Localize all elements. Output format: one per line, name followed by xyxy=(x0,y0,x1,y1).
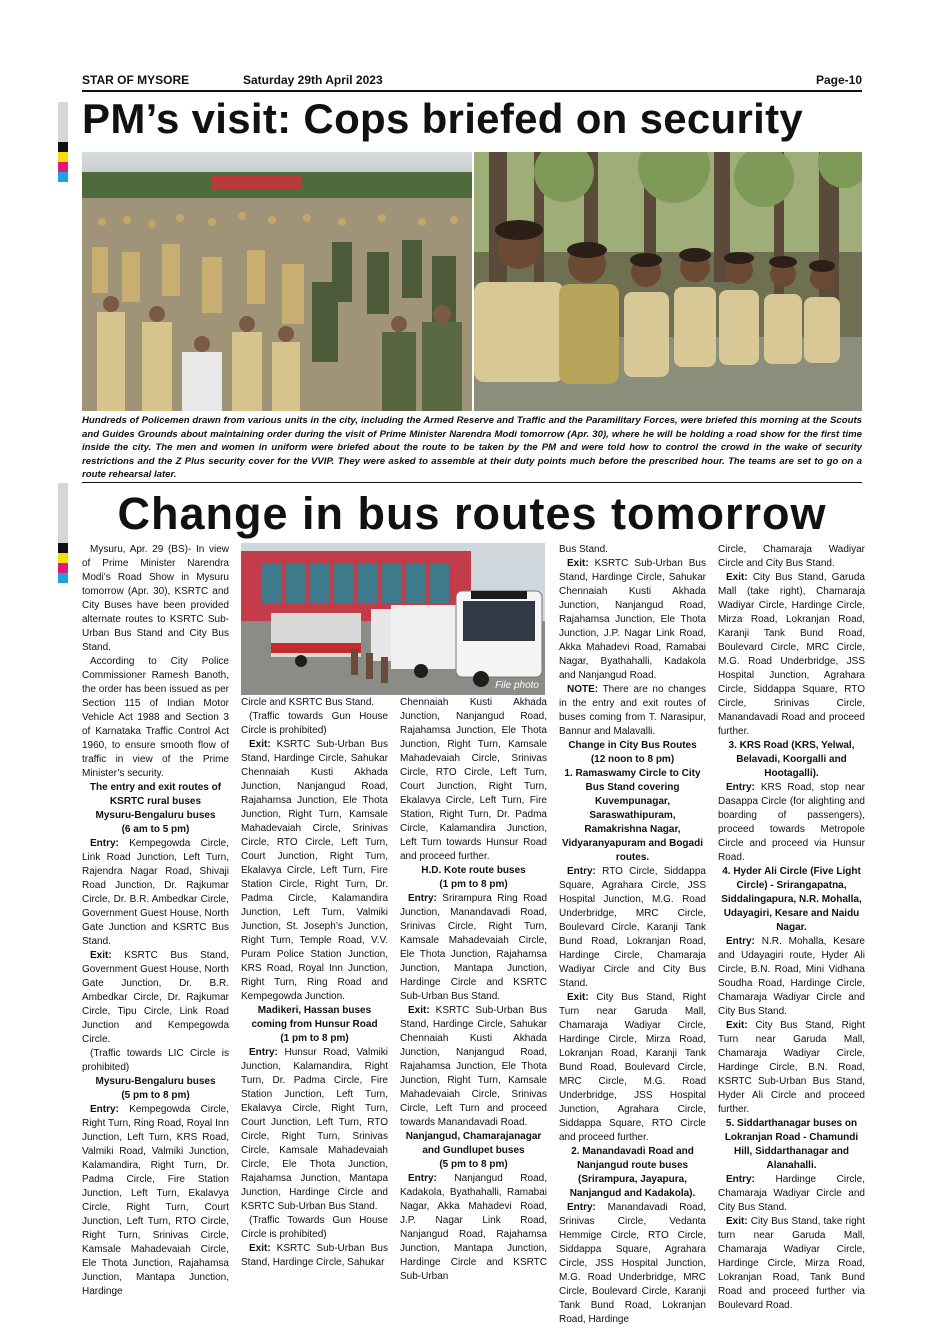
entry-label: Entry: xyxy=(90,838,119,849)
paragraph: (Traffic towards LIC Circle is prohibited) xyxy=(82,1048,229,1073)
newspaper-name: STAR OF MYSORE xyxy=(82,73,190,87)
paragraph xyxy=(718,1173,865,1215)
exit-label: Exit: xyxy=(726,572,748,583)
subheading: (12 noon to 8 pm) xyxy=(590,754,675,765)
exit-route: KSRTC Bus Stand, Government Guest House, North Gate Junction, Dr. B.R. Ambedkar Circle, Dr. Rajkumar Circle, Tipu Circle, Link Road Junction and Kempegowda Circle. xyxy=(82,950,229,1045)
entry-route: N.R. Mohalla, Kesare and Udayagiri route, Hyder Ali Circle, B.N. Road, Mini Vidhana Soudha Road, Hardinge Circle, Chamaraja Wadiyar Circle and City Bus Stand. xyxy=(718,936,865,1017)
subheading: (1 pm to 8 pm) xyxy=(280,1033,349,1044)
paragraph xyxy=(559,991,706,1145)
exit-route: KSRTC Sub-Urban Bus Stand, Hardinge Circle, Sahukar Chennaiah Kusti Akhada Junction, Nanjangud Road, Rajahamsa Junction, Ele Thota Junction, Right Turn, Kamsale Mahadevaiah Circle, Srinivas Circle, Left Turn and proceed towards Manandavadi Road. xyxy=(400,1005,547,1128)
exit-label: Exit: xyxy=(567,992,589,1003)
photo-women-police xyxy=(474,152,862,411)
entry-route: Manandavadi Road, Srinivas Circle, Vedanta Hemmige Circle, RTO Circle, Siddappa Square, Agrahara Circle, JSS Hospital Junction, M.G. Road Underbridge, MRC Circle, Boulevard Circle, Karanji Tank Bund Road, Lokranjan Road, Hardinge xyxy=(559,1202,706,1325)
subheading: Mysuru-Bengaluru buses xyxy=(95,1076,216,1087)
paragraph xyxy=(559,683,706,739)
entry-label: Entry: xyxy=(408,893,437,904)
exit-label: Exit: xyxy=(249,1243,271,1254)
exit-route: City Bus Stand, Right Turn near Garuda Mall, Chamaraja Wadiyar Circle, Hardinge Circle, B.N. Road, KSRTC Sub-Urban Bus Stand, Hyder Ali Circle and proceed further. xyxy=(718,1020,865,1115)
exit-route: KSRTC Sub-Urban Bus Stand, Hardinge Circle, Sahukar xyxy=(241,1243,388,1268)
article-column-4 xyxy=(559,543,706,1327)
exit-label: Exit: xyxy=(726,1216,748,1227)
article-column-2 xyxy=(241,696,388,1270)
photo-credit: File photo xyxy=(495,680,539,691)
registration-marks-top xyxy=(58,142,68,182)
subheading: (1 pm to 8 pm) xyxy=(439,879,508,890)
exit-label: Exit: xyxy=(726,1020,748,1031)
exit-route: KSRTC Sub-Urban Bus Stand, Hardinge Circle, Sahukar Chennaiah Kusti Akhada Junction, Nanjangud Road, Rajahamsa Junction, Ele Thota Junction, J.P. Nagar Link Road, Akka Mahadevi Road, Ramabai Nagar, Byathahalli, Kadakola and Nanjangud Road. xyxy=(559,558,706,681)
paragraph xyxy=(400,1004,547,1130)
paragraph: Bus Stand. xyxy=(559,544,608,555)
paragraph: Mysuru, Apr. 29 (BS)- In view of Prime Minister Narendra Modi’s Road Show in Mysuru tomorrow (Apr. 30), KSRTC and City Buses have been provided alternate routes to KSRTC Sub-Urban Bus Stand and City Bus Stand. xyxy=(82,544,229,653)
side-bar-bottom xyxy=(58,483,68,543)
subheading: 3. KRS Road (KRS, Yelwal, Belavadi, Koorgalli and Hootagalli). xyxy=(728,740,855,779)
paragraph xyxy=(718,781,865,865)
subheading: 5. Siddarthanagar buses on Lokranjan Road - Chamundi Hill, Siddarthanagar and Alanahalli. xyxy=(724,1118,859,1171)
exit-label: Exit: xyxy=(408,1005,430,1016)
entry-label: Entry: xyxy=(567,1202,596,1213)
exit-route: KSRTC Sub-Urban Bus Stand, Hardinge Circle, Sahukar Chennaiah Kusti Akhada Junction, Nanjangud Road, Rajahamsa Junction, Ele Thota Junction, Right Turn, Kamsale Mahadevaiah Circle, Srinivas Circle, RTO Circle, Left Turn, Court Junction, Right Turn, Ekalavya Circle, Left Turn, Fire Station Circle, Right Turn, Dr. Padma Circle, Kalamandira Junction, Left Turn, Valmiki Junction, St. Joseph’s Junction, Right Turn, Temple Road, V.V. Puram Police Station Junction, KRS Road, Royal Inn Junction, Right Turn, Ring Road and Kempegowda Junction. xyxy=(241,739,388,1002)
subheading: 1. Ramaswamy Circle to City Bus Stand covering Kuvempunagar, Saraswathipuram, Ramakrishna Nagar, Vidyaranyapuram and Bogadi routes. xyxy=(562,768,703,863)
headline-bus-routes: Change in bus routes tomorrow xyxy=(117,488,827,539)
entry-route: Hunsur Road, Valmiki Junction, Kalamandira, Right Turn, Dr. Padma Circle, Fire Station Junction, Left Turn, Ekalavya Circle, Right Turn, Court Junction, Left Turn, RTO Circle, Right Turn, Srinivas Circle, Kamsale Mahadevaiah Circle, Ele Thota Junction, Rajahamsa Junction, Mantapa Junction, Hardinge Circle and KSRTC Sub-Urban Bus Stand. xyxy=(241,1047,388,1212)
entry-label: Entry: xyxy=(726,782,755,793)
article-column-1 xyxy=(82,543,229,1299)
paragraph xyxy=(559,865,706,991)
police-grounds-illustration xyxy=(82,152,472,411)
subheading: 2. Manandavadi Road and Nanjangud route buses (Srirampura, Jayapura, Nanjangud and Kadakola). xyxy=(569,1146,696,1199)
photo-caption: Hundreds of Policemen drawn from various units in the city, including the Armed Reserve and Traffic and the Paramilitary Forces, were briefed this morning at the Scouts and Guides Grounds about maintaining order during the visit of Prime Minister Narendra Modi tomorrow (Apr. 30), where he will be holding a road show for the first time inside the city. The men and women in uniform were briefed about the route to be taken by the PM and were told how to control the crowd in the wake of security restrictions and the Z Plus security cover for the VVIP. They were asked to assemble at their duty points much before the prescribed hour. The teams are set to go on a route rehearsal later. xyxy=(82,415,862,481)
paragraph xyxy=(241,1046,388,1214)
entry-route: Kempegowda Circle, Link Road Junction, Left Turn, Rajendra Nagar Road, Shivaji Road Junction, Dr. Rajkumar Circle, Dr. B.R. Ambedkar Circle, Government Guest House, North Gate Junction and KSRTC Bus Stand. xyxy=(82,838,229,947)
entry-label: Entry: xyxy=(726,1174,755,1185)
paragraph xyxy=(400,1172,547,1284)
registration-marks-bottom xyxy=(58,543,68,583)
entry-label: Entry: xyxy=(90,1104,119,1115)
exit-label: Exit: xyxy=(90,950,112,961)
paragraph xyxy=(559,1201,706,1327)
photo-police-grounds xyxy=(82,152,472,411)
article-column-3 xyxy=(400,696,547,1284)
entry-route: Srirampura Ring Road Junction, Manandavadi Road, Srinivas Circle, Right Turn, Kamsale Mahadevaiah Circle, Ele Thota Junction, Rajahamsa Junction, Mantapa Junction, Hardinge Circle and KSRTC Sub-Urban Bus Stand. xyxy=(400,893,547,1002)
entry-label: Entry: xyxy=(408,1173,437,1184)
issue-date: Saturday 29th April 2023 xyxy=(243,73,383,87)
subheading: (5 pm to 8 pm) xyxy=(121,1090,190,1101)
paragraph: (Traffic towards Gun House Circle is prohibited) xyxy=(241,711,388,736)
paragraph xyxy=(82,1103,229,1299)
paragraph: Circle, Chamaraja Wadiyar Circle and City Bus Stand. xyxy=(718,544,865,569)
entry-label: Entry: xyxy=(249,1047,278,1058)
entry-route: Hardinge Circle, Chamaraja Wadiyar Circle and City Bus Stand. xyxy=(718,1174,865,1213)
paragraph xyxy=(718,935,865,1019)
note-text: There are no changes in the entry and exit routes of buses coming from T. Narasipur, Bannur and Malavalli. xyxy=(559,684,706,737)
bus-stand-illustration xyxy=(241,543,545,695)
article-column-5 xyxy=(718,543,865,1313)
exit-label: Exit: xyxy=(249,739,271,750)
entry-route: Nanjangud Road, Kadakola, Byathahalli, Ramabai Nagar, Akka Mahadevi Road, J.P. Nagar Link Road, Nanjangud Road, Rajahamsa Junction, Mantapa Junction, Hardinge Circle and KSRTC Sub-Urban xyxy=(400,1173,547,1282)
paragraph xyxy=(718,1019,865,1117)
paragraph: Chennaiah Kusti Akhada Junction, Nanjangud Road, Rajahamsa Junction, Ele Thota Junction, Right Turn, Kamsale Mahadevaiah Circle, Srinivas Circle, RTO Circle, Left Turn, Court Junction, Right Turn, Ekalavya Circle, Left Turn, Fire Station, Right Turn, Dr. Padma Circle, Kalamandira Junction, Left Turn towards Hunsur Road and proceed further. xyxy=(400,697,547,862)
paragraph xyxy=(718,1215,865,1313)
paragraph xyxy=(718,571,865,739)
photo-bus-stand xyxy=(241,543,545,695)
subheading: 4. Hyder Ali Circle (Five Light Circle) - Srirangapatna, Siddalingapura, N.R. Mohalla, Udayagiri, Kesare and Naidu Nagar. xyxy=(721,866,862,933)
page-number: Page-10 xyxy=(815,73,862,87)
headline-security: PM’s visit: Cops briefed on security xyxy=(82,95,804,142)
paragraph xyxy=(82,837,229,949)
subheading: Nanjangud, Chamarajanagar and Gundlupet buses xyxy=(405,1131,542,1156)
caption-rule xyxy=(82,482,862,483)
header-rule xyxy=(82,90,862,92)
subheading: Change in City Bus Routes xyxy=(568,740,697,751)
paragraph xyxy=(559,557,706,683)
paragraph: (Traffic Towards Gun House Circle is prohibited) xyxy=(241,1215,388,1240)
paragraph xyxy=(82,949,229,1047)
paragraph xyxy=(241,1242,388,1270)
paragraph xyxy=(400,892,547,1004)
subheading: The entry and exit routes of KSRTC rural buses xyxy=(89,782,222,807)
women-police-illustration xyxy=(474,152,862,411)
subheading: H.D. Kote route buses xyxy=(421,865,526,876)
entry-label: Entry: xyxy=(726,936,755,947)
side-bar-top xyxy=(58,102,68,142)
exit-label: Exit: xyxy=(567,558,589,569)
subheading: (6 am to 5 pm) xyxy=(121,824,190,835)
subheading: Mysuru-Bengaluru buses xyxy=(95,810,216,821)
subheading: (5 pm to 8 pm) xyxy=(439,1159,508,1170)
entry-route: RTO Circle, Siddappa Square, Agrahara Circle, JSS Hospital Junction, M.G. Road Underbridge, MRC Circle, Boulevard Circle, Karanji Tank Bund Road, Lokranjan Road, Hardinge Circle, Chamaraja Wadiyar Circle and City Bus Stand. xyxy=(559,866,706,989)
paragraph xyxy=(241,738,388,1004)
entry-route: Kempegowda Circle, Right Turn, Ring Road, Royal Inn Junction, Left Turn, KRS Road, Valmiki Road, Valmiki Junction, Kalamandira, Right Turn, Dr. Padma Circle, Fire Station Junction, Left Turn, Ekalavya Circle, Right Turn, Court Junction, Left Turn, RTO Circle, Right Turn, Srinivas Circle, Kamsale Mahadevaiah Circle, Ele Thota Junction, Rajahamsa Junction, Mantapa Junction, Hardinge xyxy=(82,1104,229,1297)
exit-route: City Bus Stand, Right Turn near Garuda Mall, Chamaraja Wadiyar Circle, Hardinge Circle, Mirza Road, Lokranjan Road, Karanji Tank Bund Road, Boulevard Circle, MRC Circle, M.G. Road Underbridge, JSS Hospital Junction, Agrahara Circle, Siddappa Square, RTO Circle and proceed further. xyxy=(559,992,706,1143)
subheading: Madikeri, Hassan buses coming from Hunsur Road xyxy=(251,1005,378,1030)
note-label: NOTE: xyxy=(567,684,599,695)
exit-route: City Bus Stand, Garuda Mall (take right), Chamaraja Wadiyar Circle, Hardinge Circle, Mirza Road, Lokranjan Road, Karanji Tank Bund Road, Boulevard Circle, MRC Circle, M.G. Road Underbridge, JSS Hospital Junction, Agrahara Circle, Siddappa Square, RTO Circle, Srinivas Circle, Manandavadi Road and proceed further. xyxy=(718,572,865,737)
entry-route: KRS Road, stop near Dasappa Circle (for alighting and boarding of passengers), proceed towards Metropole Circle and proceed via Hunsur Road. xyxy=(718,782,865,863)
entry-label: Entry: xyxy=(567,866,596,877)
paragraph: According to City Police Commissioner Ramesh Banoth, the order has been issued as per Section 115 of Indian Motor Vehicle Act 1988 and Section 3 of Karnataka Traffic Control Act 1960, to ensure smooth flow of traffic in view of the Prime Minister’s security. xyxy=(82,656,229,779)
exit-route: City Bus Stand, take right turn near Garuda Mall, Chamaraja Wadiyar Circle, Hardinge Circle, Mirza Road, Lokranjan Road, Tank Bund Road and proceed further via Boulevard Road. xyxy=(718,1216,865,1311)
paragraph: Circle and KSRTC Bus Stand. xyxy=(241,697,375,708)
page-header xyxy=(82,72,862,90)
